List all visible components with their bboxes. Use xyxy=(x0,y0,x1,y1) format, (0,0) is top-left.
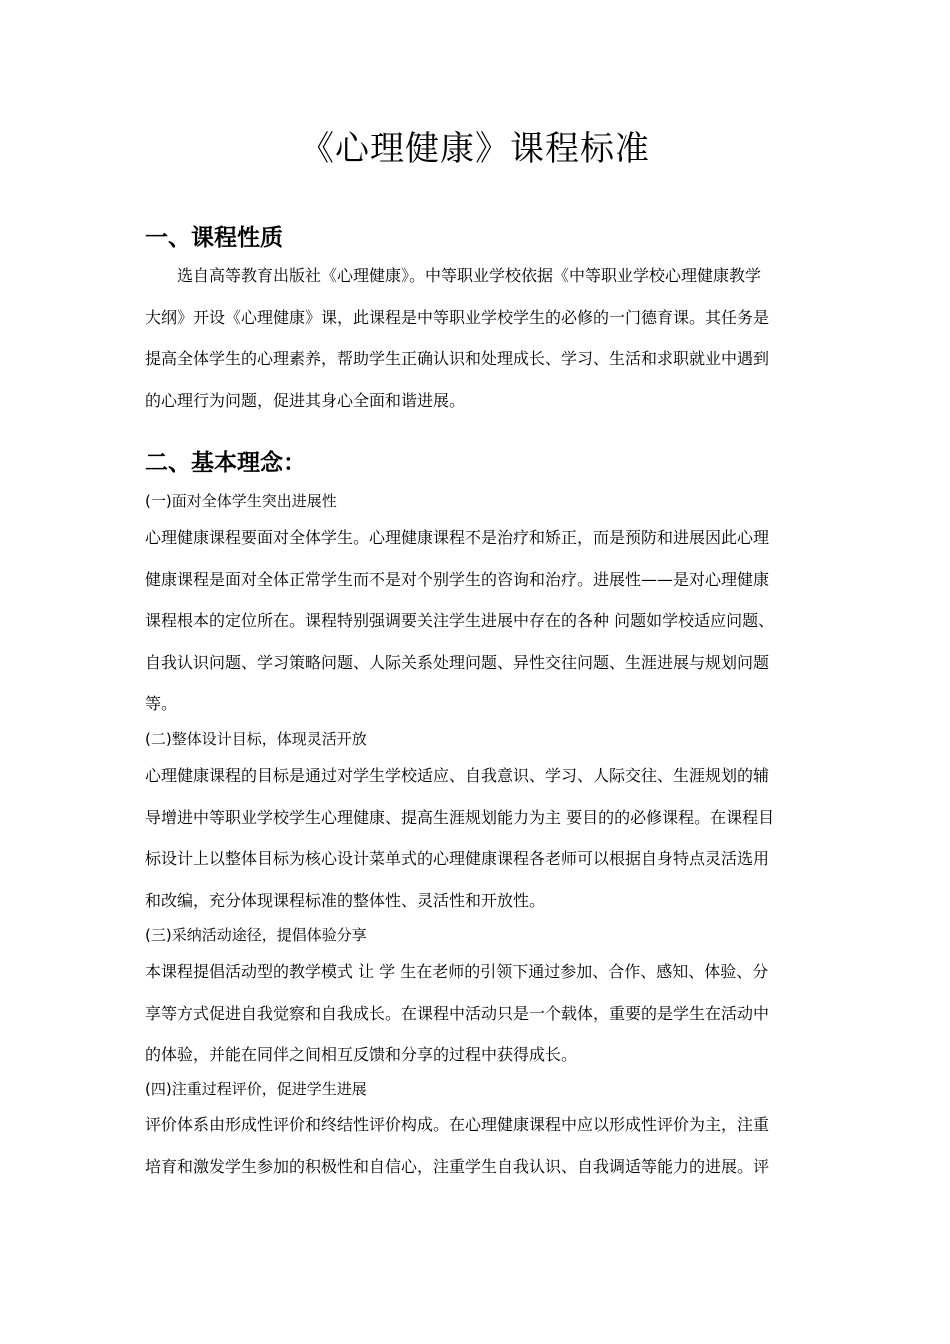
paragraph-line: 评价体系由形成性评价和终结性评价构成。在心理健康课程中应以形成性评价为主，注重 xyxy=(145,1115,770,1134)
paragraph-line: 等。 xyxy=(145,694,178,713)
paragraph-line: 的心理行为问题，促进其身心全面和谐进展。 xyxy=(145,390,466,410)
paragraph-line: 的体验，并能在同伴之间相互反馈和分享的过程中获得成长。 xyxy=(145,1045,578,1064)
subsection-heading-4: (四)注重过程评价，促进学生进展 xyxy=(145,1080,367,1098)
subsection-heading-1: (一)面对全体学生突出进展性 xyxy=(145,492,337,510)
document-title: 《心理健康》课程标准 xyxy=(300,129,650,169)
paragraph-line: 本课程提倡活动型的教学模式 让 学 生在老师的引领下通过参加、合作、感知、体验、分 xyxy=(145,962,769,981)
subsection-heading-2: (二)整体设计目标，体现灵活开放 xyxy=(145,730,367,748)
section-heading-nature: 一、课程性质 xyxy=(145,225,283,251)
paragraph-line: 培育和激发学生参加的积极性和自信心，注重学生自我认识、自我调适等能力的进展。评 xyxy=(145,1156,770,1176)
paragraph-line: 享等方式促进自我觉察和自我成长。在课程中活动只是一个载体，重要的是学生在活动中 xyxy=(145,1003,770,1023)
paragraph-line: 和改编，充分体现课程标准的整体性、灵活性和开放性。 xyxy=(145,890,546,910)
paragraph-subsection-2 xyxy=(145,755,807,921)
paragraph-line: 大纲》开设《心理健康》课，此课程是中等职业学校学生的必修的一门德育课。其任务是 xyxy=(145,307,770,327)
paragraph-subsection-3 xyxy=(145,951,807,1076)
section-heading-concepts: 二、基本理念： xyxy=(145,450,306,476)
paragraph-line: 健康课程是面对全体正常学生而不是对个别学生的咨询和治疗。进展性——是对心理健康 xyxy=(145,569,770,589)
paragraph-line: 选自高等教育出版社《心理健康》。中等职业学校依据《中等职业学校心理健康教学 xyxy=(177,266,762,285)
paragraph-subsection-4 xyxy=(145,1104,807,1187)
subsection-heading-3: (三)采纳活动途径，提倡体验分享 xyxy=(145,926,367,944)
paragraph-line: 提高全体学生的心理素养，帮助学生正确认识和处理成长、学习、生活和求职就业中遇到 xyxy=(145,349,770,368)
paragraph-course-nature xyxy=(145,255,807,421)
paragraph-line: 心理健康课程的目标是通过对学生学校适应、自我意识、学习、人际交往、生涯规划的辅 xyxy=(145,766,770,785)
paragraph-subsection-1 xyxy=(145,517,807,725)
paragraph-line: 自我认识问题、学习策略问题、人际关系处理问题、异性交往问题、生涯进展与规划问题 xyxy=(145,652,770,672)
paragraph-line: 标设计上以整体目标为核心设计菜单式的心理健康课程各老师可以根据自身特点灵活选用 xyxy=(145,849,770,868)
paragraph-line: 心理健康课程要面对全体学生。心理健康课程不是治疗和矫正，而是预防和进展因此心理 xyxy=(145,528,770,547)
paragraph-line: 导增进中等职业学校学生心理健康、提高生涯规划能力为主 要目的的必修课程。在课程目 xyxy=(145,807,775,827)
paragraph-line: 课程根本的定位所在。课程特别强调要关注学生进展中存在的各种 问题如学校适应问题、 xyxy=(145,611,775,630)
